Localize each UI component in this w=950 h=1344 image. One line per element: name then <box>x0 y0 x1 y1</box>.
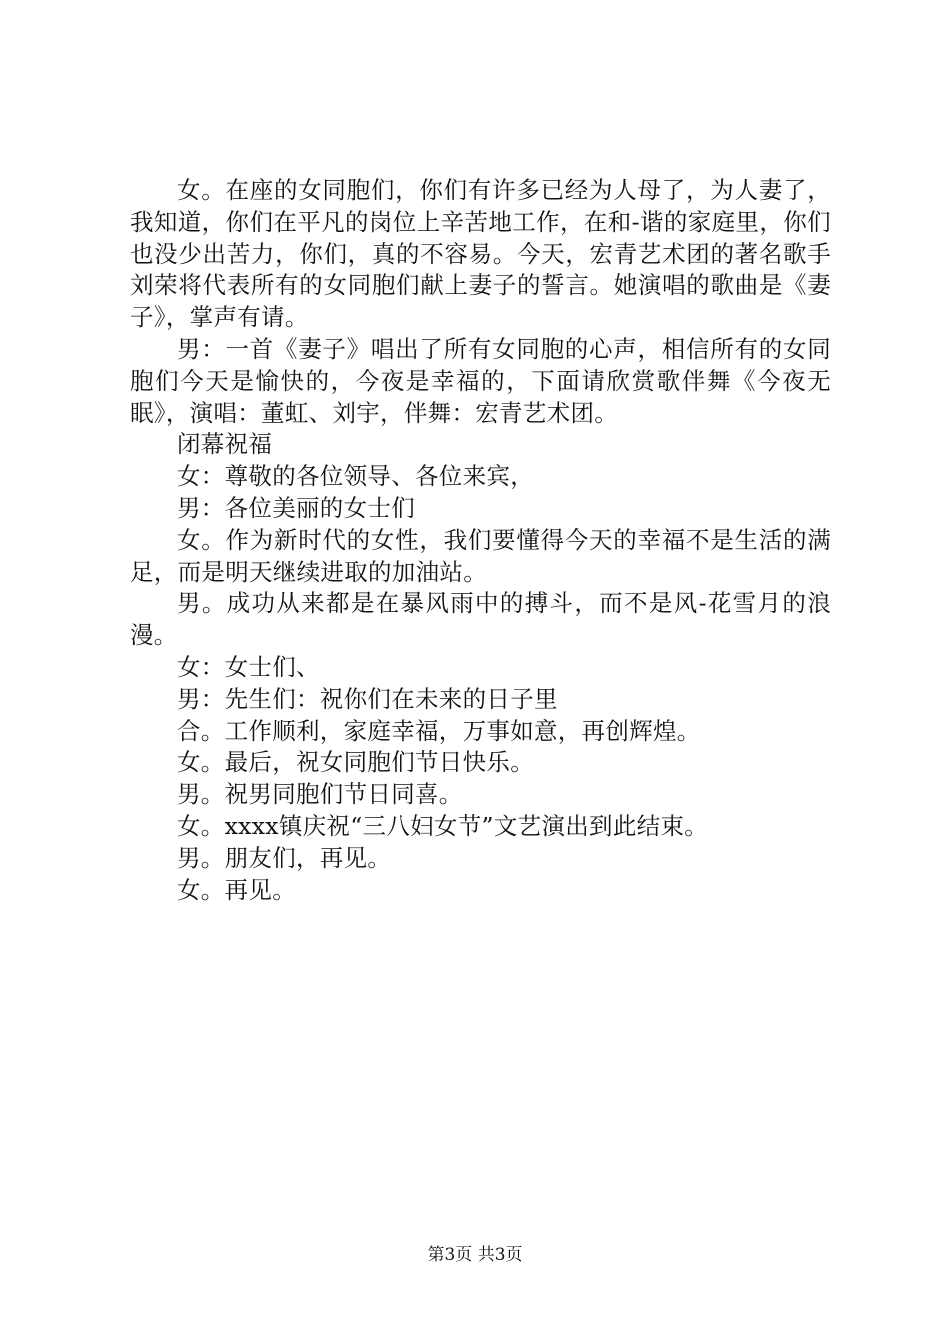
paragraph: 女。最后，祝女同胞们节日快乐。 <box>177 748 534 777</box>
paragraph: 男：一首《妻子》唱出了所有女同胞的心声，相信所有的女同胞们今天是愉快的，今夜是幸福的，下面请欣赏歌伴舞《今夜无眠》，演唱：董虹、刘宇，伴舞：宏青艺术团。 <box>130 334 831 427</box>
page-number-label: 第3页 共3页 <box>427 1245 523 1265</box>
paragraph: 女。作为新时代的女性，我们要懂得今天的幸福不是生活的满足，而是明天继续进取的加油站。 <box>130 525 831 586</box>
paragraph: 男。祝男同胞们节日同喜。 <box>177 780 463 809</box>
paragraph: 男。成功从来都是在暴风雨中的搏斗，而不是风-花雪月的浪漫。 <box>130 589 831 650</box>
paragraph: 女：尊敬的各位领导、各位来宾， <box>177 462 534 491</box>
paragraph: 男。朋友们，再见。 <box>177 843 392 872</box>
paragraph: 女。xxxx镇庆祝“三八妇女节”文艺演出到此结束。 <box>177 811 709 840</box>
page-footer <box>0 1244 950 1266</box>
paragraph: 女。再见。 <box>177 875 296 904</box>
paragraph: 男：各位美丽的女士们 <box>177 493 415 522</box>
paragraph: 合。工作顺利，家庭幸福，万事如意，再创辉煌。 <box>177 716 701 745</box>
section-heading: 闭幕祝福 <box>177 430 273 459</box>
paragraph: 女。在座的女同胞们，你们有许多已经为人母了，为人妻了，我知道，你们在平凡的岗位上辛苦地工作，在和-谐的家庭里，你们也没少出苦力，你们，真的不容易。今天，宏青艺术团的著名歌手刘荣将代表所有的女同胞们献上妻子的誓言。她演唱的歌曲是《妻子》，掌声有请。 <box>130 176 831 332</box>
document-body <box>130 175 831 906</box>
paragraph: 男：先生们：祝你们在未来的日子里 <box>177 684 558 713</box>
paragraph: 女：女士们、 <box>177 652 320 681</box>
